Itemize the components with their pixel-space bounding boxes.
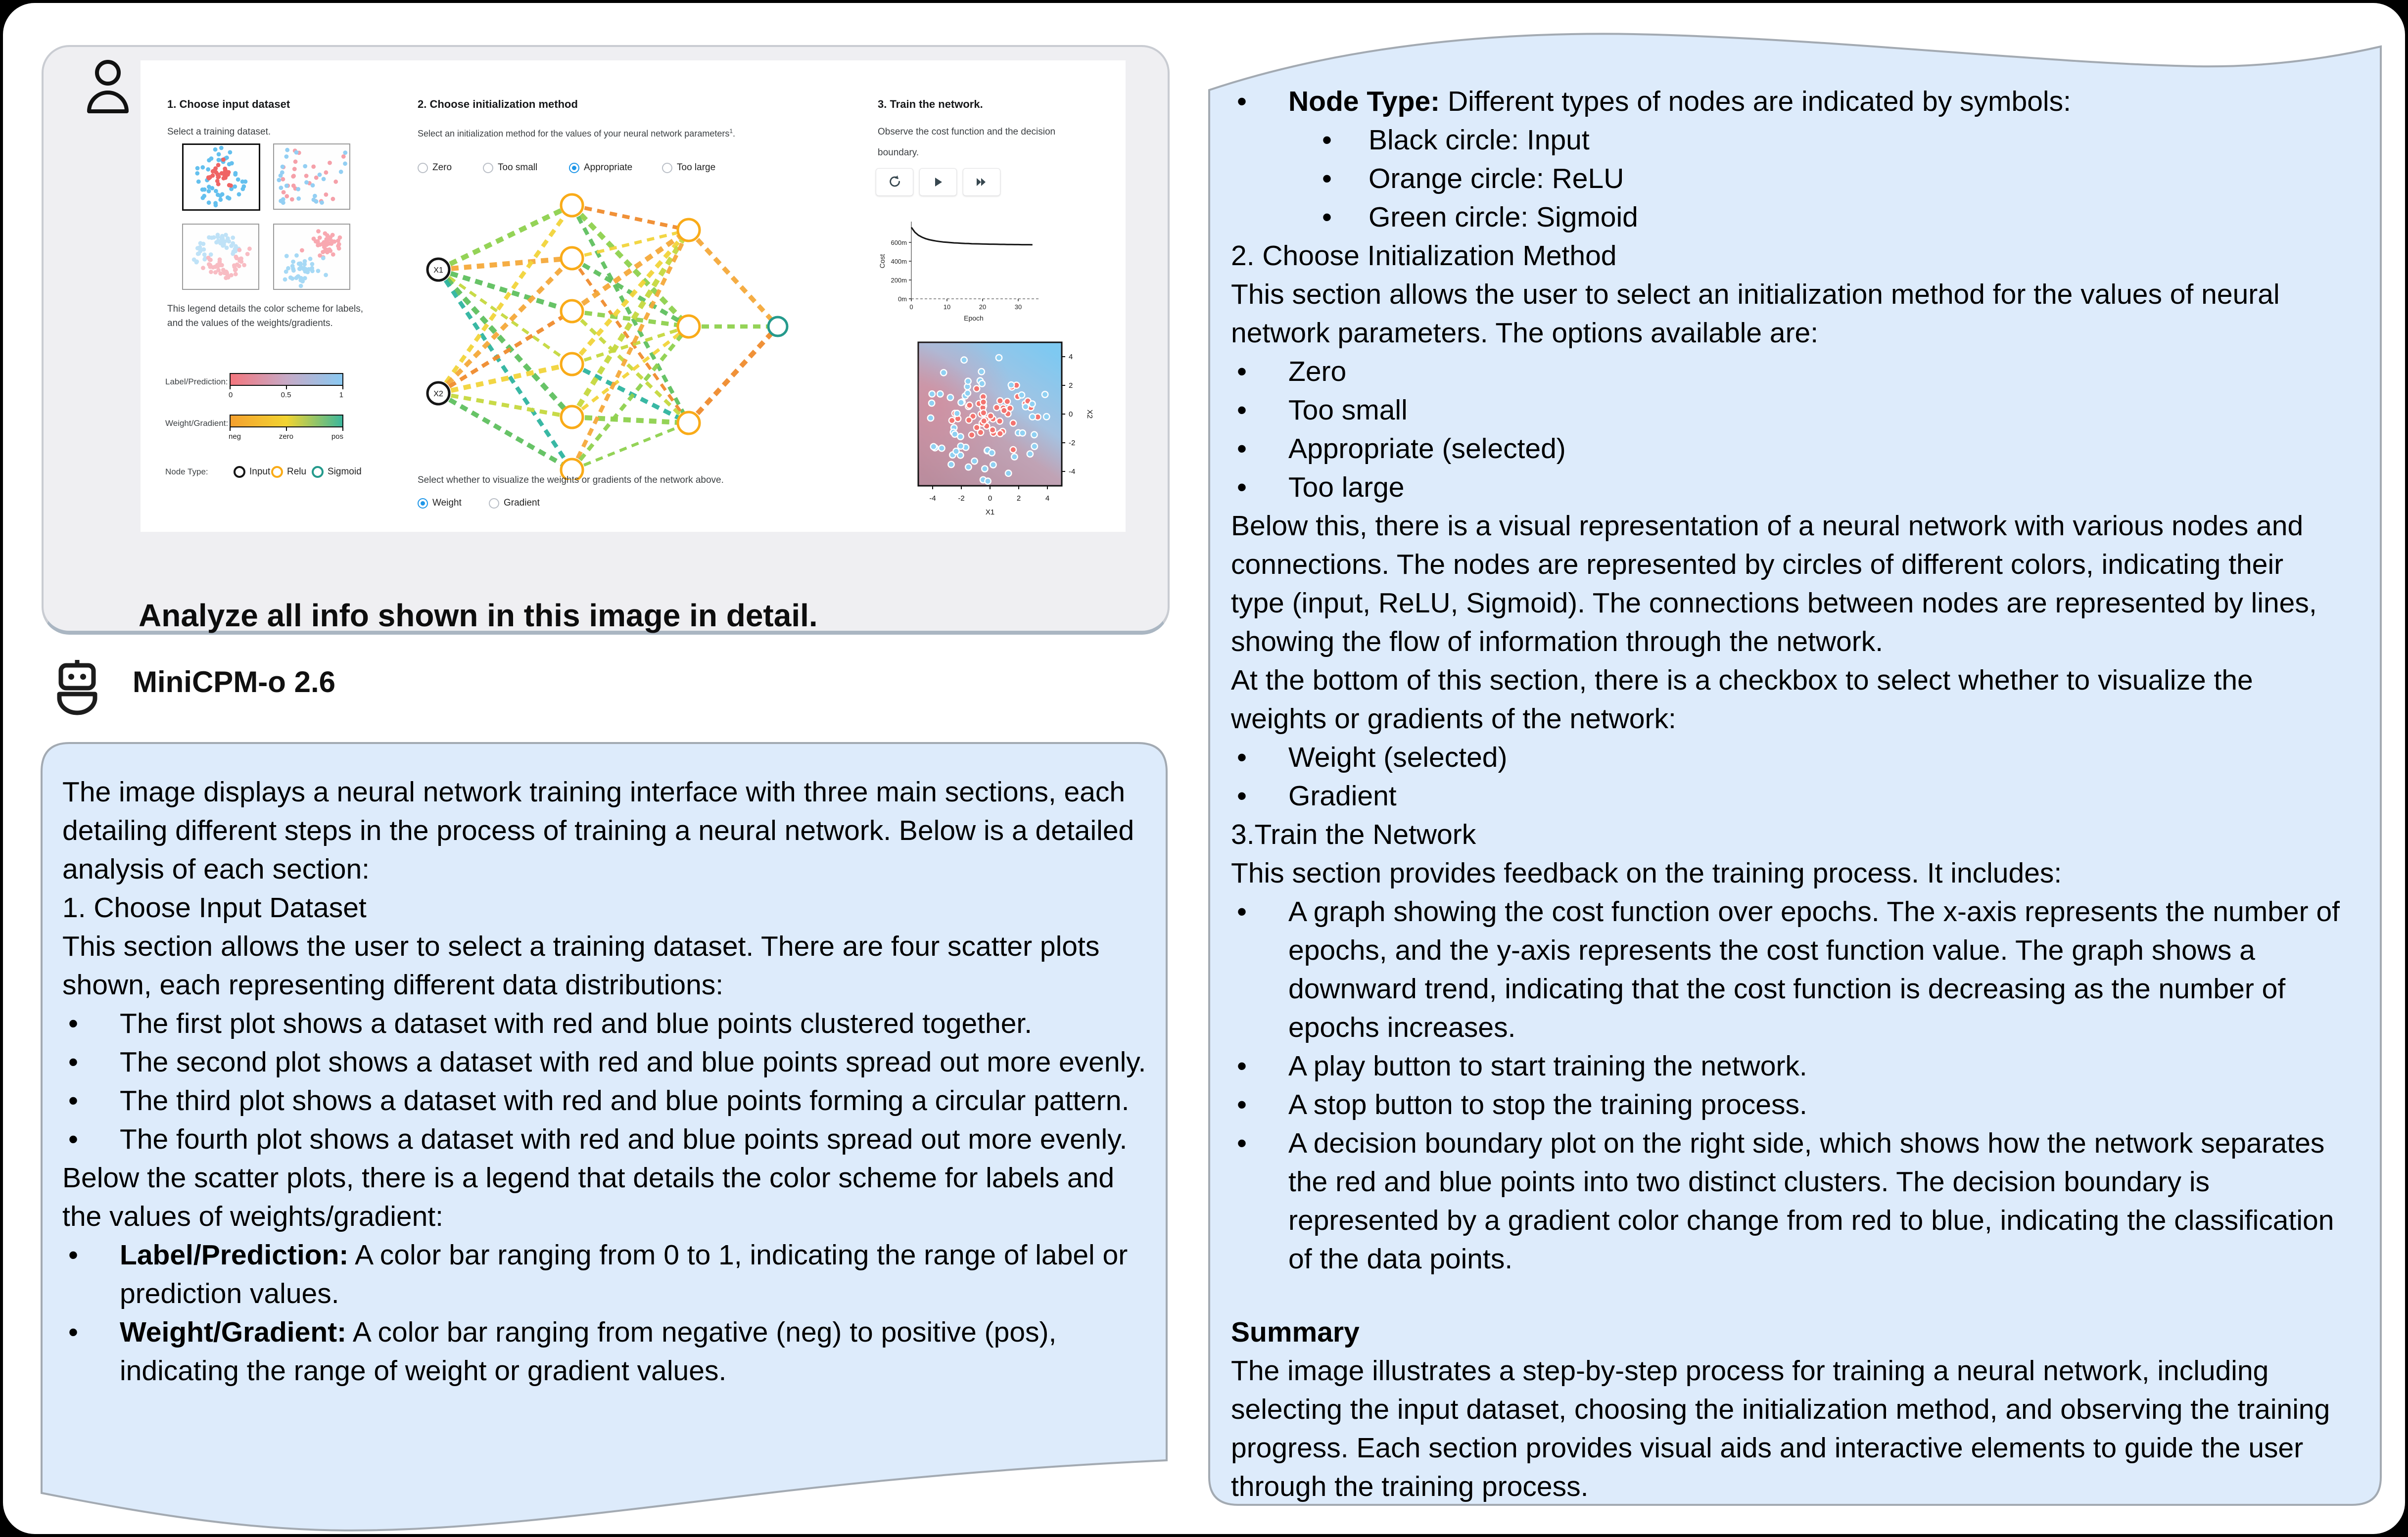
panel-line: • Too small [1209,391,2362,429]
svg-text:20: 20 [979,303,987,311]
input-node-label: X2 [433,390,443,398]
decision-ylabel: X2 [1086,409,1094,419]
cost-chart [872,215,1050,333]
panel-line: • Gradient [1209,777,2362,815]
section1-subtitle: Select a training dataset. [167,127,271,137]
neural-network-diagram [408,183,803,480]
relu-node [678,412,700,434]
network-edge [572,417,689,423]
section1-title: 1. Choose input dataset [167,98,290,110]
relu-node [561,300,583,322]
dataset-thumbnail-1[interactable] [182,143,260,211]
tick-label: 0 [229,391,233,399]
svg-text:-4: -4 [1069,467,1076,476]
panel-line: • Appropriate (selected) [1209,429,2362,468]
decision-boundary-plot [910,338,1098,529]
cost-ylabel: Cost [878,254,886,269]
network-edge [689,326,778,423]
svg-text:-2: -2 [1069,439,1076,447]
panel-line: Summary [1231,1316,1360,1348]
svg-text:0: 0 [988,494,992,503]
svg-text:600m: 600m [891,239,907,246]
section2-subtitle: Select an initialization method for the values of your neural network parameters$^1$. [418,128,736,139]
node-type-name: Input [249,466,271,477]
reset-icon [887,175,902,189]
visualize-option-gradient[interactable]: Gradient [489,498,540,509]
dataset-thumbnail-3[interactable] [182,224,259,290]
svg-text:0m: 0m [897,295,907,303]
node-type-item-input [233,465,270,479]
panel-line: • The fourth plot shows a dataset with red and blue points spread out more evenly. [41,1120,1163,1159]
relu-node [561,353,583,375]
node-type-label: Node Type: [165,467,208,476]
fast-forward-icon [974,175,989,189]
play-icon [931,175,945,189]
init-option-too-large[interactable]: Too large [662,162,715,173]
svg-text:-2: -2 [958,494,965,503]
tick-label: neg [229,432,241,441]
svg-text:4: 4 [1045,494,1050,503]
network-edge [572,230,689,364]
svg-text:10: 10 [943,303,951,311]
cost-xlabel: Epoch [964,314,984,322]
panel-line: 2. Choose Initialization Method [1231,240,1617,272]
sigmoid-node [768,317,787,336]
user-query-card [42,45,1170,635]
panel-line: • Label/Prediction: A color bar ranging from 0 to 1, indicating the range of label or prediction values. [41,1236,1163,1313]
panel-line: 3.Train the Network [1231,819,1476,850]
panel-line: • Node Type: Different types of nodes are indicated by symbols: [1209,82,2362,121]
network-edge [438,205,572,393]
panel-line: 1. Choose Input Dataset [62,892,367,924]
legend-note-1: This legend details the color scheme for labels, [167,304,364,314]
dataset-thumbnail-2[interactable] [273,143,350,210]
cost-curve-line [911,228,1033,245]
init-option-too-small[interactable]: Too small [483,162,537,173]
sigmoid-node-icon [311,465,325,479]
panel-line: • The first plot shows a dataset with red and blue points clustered together. [41,1004,1163,1043]
panel-line: At the bottom of this section, there is a checkbox to select whether to visualize the weights or gradients of the network: [1231,664,2253,735]
panel-line: • A graph showing the cost function over epochs. The x-axis represents the number of epochs, and the y-axis represents the cost function value. The graph shows a downward trend, indicating that the cost function is decreasing as the number of epochs increases. [1209,892,2362,1047]
panel-line: This section provides feedback on the training process. It includes: [1231,857,2062,889]
dataset-thumbnail-4[interactable] [273,224,350,290]
panel-line: • A decision boundary plot on the right side, which shows how the network separates the red and blue points into two distinct clusters. The decision boundary is represented by a gradient color change from red to blue, indicating the classification of the data points. [1209,1124,2362,1278]
network-edge [572,205,689,326]
node-type-name: Sigmoid [328,466,362,477]
weight-gradient-label: Weight/Gradient: [165,419,229,428]
svg-text:200m: 200m [891,277,907,284]
init-option-appropriate[interactable]: Appropriate [569,162,632,173]
weight-gradient-tickmarks [230,427,343,431]
relu-node-icon [270,465,284,479]
svg-text:0: 0 [909,303,913,311]
fast-forward-button[interactable] [963,168,1000,196]
svg-text:2: 2 [1016,494,1021,503]
panel-line: • Weight/Gradient: A color bar ranging from negative (neg) to positive (pos), indicating the range of weight or gradient values. [41,1313,1163,1390]
svg-text:2: 2 [1069,381,1073,390]
panel-line: • The second plot shows a dataset with red and blue points spread out more evenly. [41,1043,1163,1081]
right-response-text [1209,82,2362,1506]
panel-line: • The third plot shows a dataset with red and blue points forming a circular pattern. [41,1081,1163,1120]
panel-line: • Green circle: Sigmoid [1209,198,2362,236]
nn-interface-screenshot [141,60,1126,532]
relu-node [561,194,583,216]
svg-text:4: 4 [1069,353,1073,361]
panel-line: The image illustrates a step-by-step process for training a neural network, including selecting the input dataset, choosing the initialization method, and observing the training progress. Each section provides visual aids and interactive elements to guide the user through the training process. [1231,1355,2330,1502]
network-edge [438,205,572,270]
tick-label: pos [331,432,343,441]
svg-text:-4: -4 [929,494,936,503]
panel-line: • Black circle: Input [1209,121,2362,159]
svg-text:400m: 400m [891,258,907,265]
visualize-option-weight[interactable]: Weight [418,498,462,509]
visualize-note: Select whether to visualize the weights or gradients of the network above. [418,475,724,485]
tick-label: zero [279,432,294,441]
section2-title: 2. Choose initialization method [418,98,578,110]
tick-label: 1 [339,391,343,399]
panel-line: • Too large [1209,468,2362,507]
tick-label: 0.5 [281,391,291,399]
network-edge [438,258,572,270]
node-type-item-sigmoid [311,465,362,479]
label-prediction-label: Label/Prediction: [165,377,228,386]
svg-text:0: 0 [1069,410,1073,419]
weight-gradient-colorbar [230,415,343,427]
relu-node [678,316,700,337]
panel-line: Below this, there is a visual representation of a neural network with various nodes and connections. The nodes are represented by circles of different colors, indicating their type (input, ReLU, Sigmoid). The connections between nodes are represented by lines, showing the flow of information through the network. [1231,510,2317,657]
init-option-zero[interactable]: Zero [418,162,452,173]
legend-note-2: and the values of the weights/gradients. [167,318,333,328]
node-type-name: Relu [287,466,307,477]
reset-button[interactable] [876,168,913,196]
section3-title: 3. Train the network. [878,98,983,110]
label-prediction-tickmarks [230,386,343,389]
panel-line: • Orange circle: ReLU [1209,159,2362,198]
svg-text:30: 30 [1014,303,1022,311]
input-node-icon [233,465,246,479]
page [3,3,2405,1534]
relu-node [561,247,583,269]
panel-line: This section allows the user to select an initialization method for the values of neural network parameters. The options available are: [1231,279,2280,349]
section3-subtitle-1: Observe the cost function and the decision [878,127,1056,137]
input-node-label: X1 [433,266,443,275]
relu-node [678,219,700,241]
relu-node [561,406,583,428]
panel-line: • A play button to start training the network. [1209,1047,2362,1085]
play-button[interactable] [919,168,957,196]
panel-line: The image displays a neural network training interface with three main sections, each detailing different steps in the process of training a neural network. Below is a detailed analysis of each section: [62,776,1134,885]
panel-line: • Zero [1209,352,2362,391]
panel-line: This section allows the user to select a training dataset. There are four scatter plots shown, each representing different data distributions: [62,931,1100,1001]
user-question: Analyze all info shown in this image in detail. [139,598,818,633]
model-name: MiniCPM-o 2.6 [133,665,336,699]
panel-line [1209,1278,2362,1313]
label-prediction-colorbar [230,373,343,386]
panel-line: • A stop button to stop the training process. [1209,1085,2362,1124]
user-avatar-icon [83,58,133,117]
node-type-item-relu [270,465,306,479]
decision-xlabel: X1 [985,508,995,516]
panel-line: • Weight (selected) [1209,738,2362,777]
network-edge [438,270,572,364]
weight-gradient-ticks [229,432,343,441]
robot-icon [54,659,100,717]
section3-subtitle-2: boundary. [878,147,919,158]
left-response-text [41,773,1163,1390]
label-prediction-ticks [229,391,343,399]
panel-line: Below the scatter plots, there is a legend that details the color scheme for labels and the values of weights/gradient: [62,1162,1115,1232]
network-edge [689,230,778,326]
